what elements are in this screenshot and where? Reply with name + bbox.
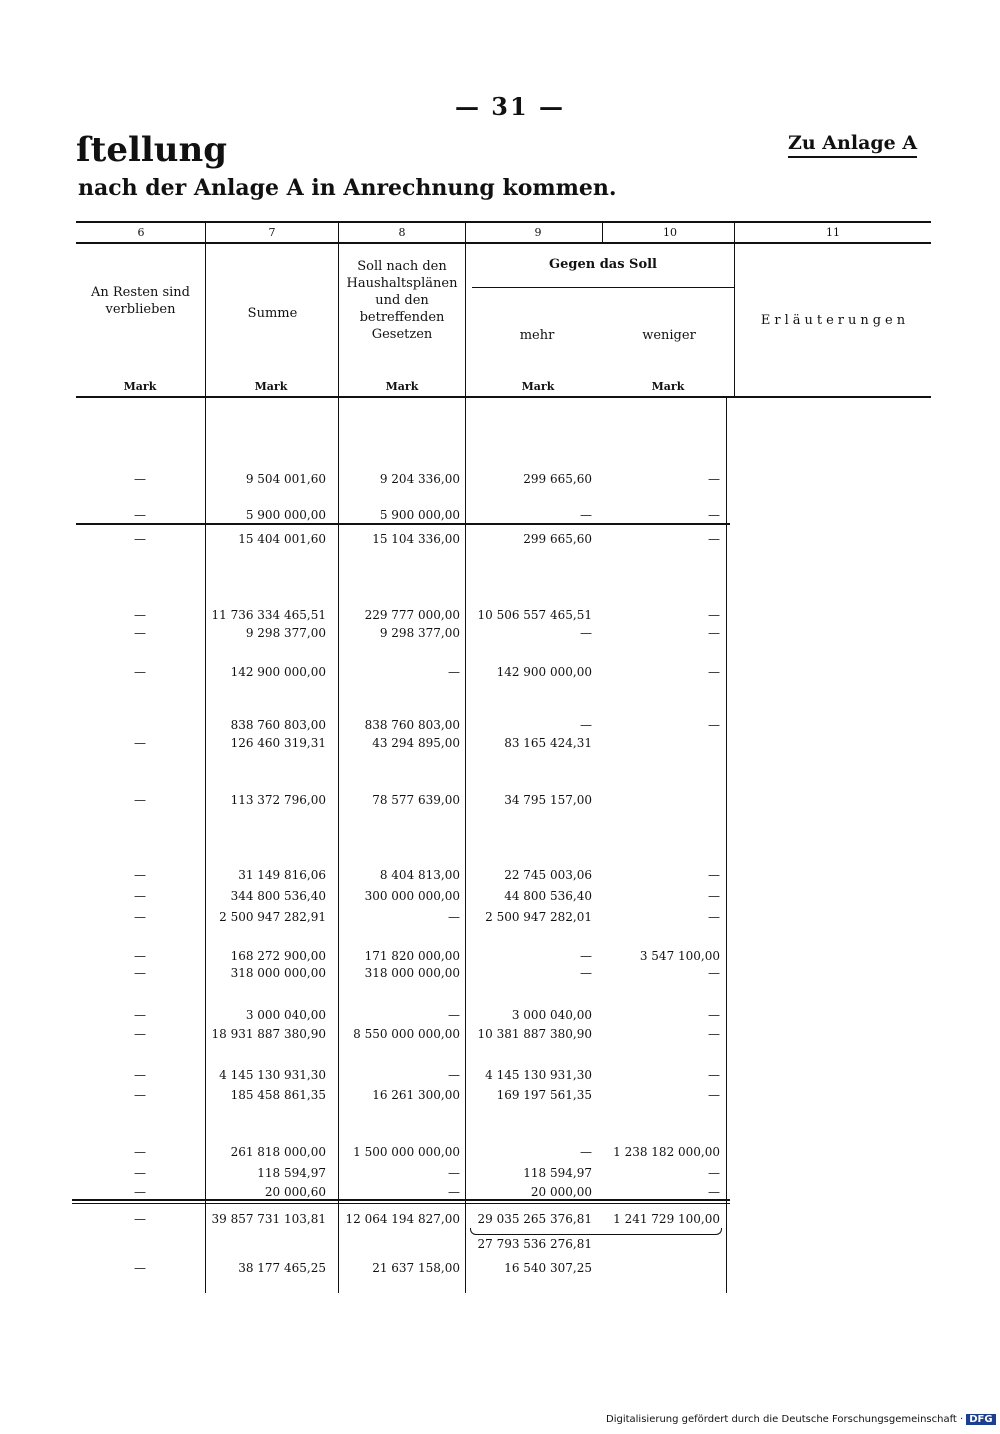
table-cell-c8: 21 637 158,00 <box>372 1261 460 1275</box>
table-cell-c10: — <box>708 910 720 924</box>
table-cell-c7: 318 000 000,00 <box>230 966 326 980</box>
table-cell-c8: — <box>448 1068 460 1082</box>
column-divider-10-11 <box>734 223 735 398</box>
table-cell-c8: 8 550 000 000,00 <box>353 1027 460 1041</box>
table-cell-c10: 3 547 100,00 <box>639 949 720 963</box>
table-cell-c8: 43 294 895,00 <box>372 736 460 750</box>
table-cell-c9: 299 665,60 <box>523 532 592 546</box>
column-number-11: 11 <box>826 226 840 239</box>
column-divider-9-10 <box>602 223 603 243</box>
table-cell-c9: — <box>580 966 592 980</box>
column-divider-8-9 <box>465 223 466 1293</box>
table-cell-c9: 3 000 040,00 <box>511 1008 592 1022</box>
table-cell-c7: 2 500 947 282,91 <box>219 910 326 924</box>
table-cell-c7: 113 372 796,00 <box>230 793 326 807</box>
table-cell-c7: 168 272 900,00 <box>230 949 326 963</box>
table-cell-c8: 1 500 000 000,00 <box>353 1145 460 1159</box>
table-cell-c6: — <box>134 1166 146 1180</box>
table-cell-c6: — <box>134 1212 146 1226</box>
table-cell-c10: — <box>708 966 720 980</box>
table-cell-c9: — <box>580 718 592 732</box>
table-cell-c6: — <box>134 1027 146 1041</box>
table-cell-c9: 118 594,97 <box>523 1166 592 1180</box>
table-cell-c7: 39 857 731 103,81 <box>211 1212 326 1226</box>
header-notes: Erläuterungen <box>760 313 910 328</box>
column-divider-6-7 <box>205 223 206 1293</box>
table-cell-c8: 12 064 194 827,00 <box>345 1212 460 1226</box>
table-cell-c7: 4 145 130 931,30 <box>219 1068 326 1082</box>
table-cell-c6: — <box>134 889 146 903</box>
table-cell-c9: 10 506 557 465,51 <box>477 608 592 622</box>
table-cell-c10: — <box>708 1027 720 1041</box>
header-target: Soll nach den Haushaltsplänen und den betreffenden Gesetzen <box>346 259 458 342</box>
table-cell-c6: — <box>134 532 146 546</box>
table-cell-c6: — <box>134 1088 146 1102</box>
table-cell-c8: 5 900 000,00 <box>379 508 460 522</box>
page-number: — 31 — <box>454 92 566 121</box>
table-cell-c7: 185 458 861,35 <box>230 1088 326 1102</box>
table-cell-c9: 34 795 157,00 <box>504 793 592 807</box>
table-cell-c8: 9 204 336,00 <box>379 472 460 486</box>
table-cell-c6: — <box>134 966 146 980</box>
funding-notice <box>606 1414 996 1425</box>
table-cell-c10: — <box>708 889 720 903</box>
table-cell-c8: 78 577 639,00 <box>372 793 460 807</box>
table-cell-c7: 20 000,60 <box>264 1185 326 1199</box>
table-cell-c8: — <box>448 910 460 924</box>
table-cell-c9: 20 000,00 <box>530 1185 592 1199</box>
table-cell-c8: 229 777 000,00 <box>364 608 460 622</box>
table-cell-c9: 44 800 536,40 <box>504 889 592 903</box>
table-cell-c6: — <box>134 626 146 640</box>
table-cell-c8: — <box>448 665 460 679</box>
table-cell-c7: 11 736 334 465,51 <box>211 608 326 622</box>
table-cell-c6: — <box>134 793 146 807</box>
total-rule-double <box>72 1203 730 1204</box>
table-cell-c8: 300 000 000,00 <box>364 889 460 903</box>
table-cell-c6: — <box>134 1261 146 1275</box>
table-cell-c10: — <box>708 508 720 522</box>
subtotal-rule <box>76 523 730 525</box>
table-cell-c9: — <box>580 949 592 963</box>
table-cell-c7: 142 900 000,00 <box>230 665 326 679</box>
table-cell-c8: 171 820 000,00 <box>364 949 460 963</box>
table-cell-c7: 18 931 887 380,90 <box>211 1027 326 1041</box>
funding-notice-text: Digitalisierung gefördert durch die Deutsche Forschungsgemeinschaft · <box>606 1414 964 1425</box>
header-remaining: An Resten sind verblieben <box>91 285 190 317</box>
table-cell-c9: 16 540 307,25 <box>504 1261 592 1275</box>
table-cell-c8: — <box>448 1166 460 1180</box>
table-cell-c6: — <box>134 608 146 622</box>
table-cell-c6: — <box>134 665 146 679</box>
header-less: weniger <box>642 328 696 343</box>
table-cell-c6: — <box>134 949 146 963</box>
unit-col7: Mark <box>254 380 288 393</box>
column-number-6: 6 <box>137 226 145 239</box>
table-cell-c9: — <box>580 626 592 640</box>
table-cell-c9: 10 381 887 380,90 <box>477 1027 592 1041</box>
table-cell-c9: 142 900 000,00 <box>496 665 592 679</box>
table-cell-c6: — <box>134 472 146 486</box>
unit-col10: Mark <box>651 380 685 393</box>
column-number-8: 8 <box>398 226 406 239</box>
table-cell-c10: — <box>708 532 720 546</box>
table-cell-c7: 31 149 816,06 <box>238 868 326 882</box>
table-cell-c9: — <box>580 1145 592 1159</box>
table-cell-c10: 1 238 182 000,00 <box>613 1145 720 1159</box>
table-cell-c7: 126 460 319,31 <box>230 736 326 750</box>
table-cell-c8: 16 261 300,00 <box>372 1088 460 1102</box>
table-cell-c10: — <box>708 1185 720 1199</box>
page-title-line1: ſtellung <box>76 130 228 170</box>
table-cell-c10: — <box>708 1008 720 1022</box>
table-cell-c10: — <box>708 665 720 679</box>
unit-col6: Mark <box>123 380 157 393</box>
table-cell-c7: 9 298 377,00 <box>245 626 326 640</box>
header-against-target: Gegen das Soll <box>548 257 657 272</box>
table-cell-c10: — <box>708 1166 720 1180</box>
table-cell-c7: 118 594,97 <box>257 1166 326 1180</box>
table-cell-c9: 169 197 561,35 <box>496 1088 592 1102</box>
total-brace <box>470 1228 722 1235</box>
table-cell-c8: 9 298 377,00 <box>379 626 460 640</box>
table-cell-c9: 83 165 424,31 <box>504 736 592 750</box>
table-cell-c6: — <box>134 508 146 522</box>
table-cell-c7: 9 504 001,60 <box>245 472 326 486</box>
table-cell-c8: — <box>448 1008 460 1022</box>
header-more: mehr <box>519 328 555 343</box>
table-cell-c8: 838 760 803,00 <box>364 718 460 732</box>
table-cell-c10: — <box>708 868 720 882</box>
table-cell-c8: 8 404 813,00 <box>379 868 460 882</box>
table-cell-c8: 15 104 336,00 <box>372 532 460 546</box>
column-divider-10-body <box>726 398 727 1293</box>
net-difference: 27 793 536 276,81 <box>477 1237 592 1251</box>
table-cell-c6: — <box>134 736 146 750</box>
table-cell-c10: — <box>708 1088 720 1102</box>
table-cell-c6: — <box>134 1068 146 1082</box>
group-header-rule <box>472 287 734 288</box>
unit-col8: Mark <box>385 380 419 393</box>
table-cell-c6: — <box>134 868 146 882</box>
table-cell-c6: — <box>134 1185 146 1199</box>
table-cell-c9: 29 035 265 376,81 <box>477 1212 592 1226</box>
table-cell-c8: 318 000 000,00 <box>364 966 460 980</box>
table-cell-c10: — <box>708 1068 720 1082</box>
column-divider-7-8 <box>338 223 339 1293</box>
total-rule <box>72 1199 730 1201</box>
column-number-7: 7 <box>268 226 276 239</box>
appendix-reference: Zu Anlage A <box>788 132 917 158</box>
table-cell-c7: 15 404 001,60 <box>238 532 326 546</box>
table-cell-c9: 299 665,60 <box>523 472 592 486</box>
column-number-9: 9 <box>534 226 542 239</box>
table-cell-c6: — <box>134 1145 146 1159</box>
table-cell-c10: — <box>708 472 720 486</box>
column-number-10: 10 <box>663 226 677 239</box>
page-title-line2: nach der Anlage A in Anrechnung kommen. <box>78 175 617 201</box>
dfg-logo: DFG <box>966 1414 995 1425</box>
header-sum: Summe <box>247 306 298 321</box>
table-cell-c8: — <box>448 1185 460 1199</box>
table-cell-c10: — <box>708 626 720 640</box>
table-cell-c7: 261 818 000,00 <box>230 1145 326 1159</box>
table-cell-c7: 3 000 040,00 <box>245 1008 326 1022</box>
table-cell-c6: — <box>134 1008 146 1022</box>
unit-col9: Mark <box>521 380 555 393</box>
table-cell-c6: — <box>134 910 146 924</box>
table-cell-c10: 1 241 729 100,00 <box>613 1212 720 1226</box>
table-cell-c10: — <box>708 718 720 732</box>
table-cell-c7: 5 900 000,00 <box>245 508 326 522</box>
table-cell-c9: 4 145 130 931,30 <box>485 1068 592 1082</box>
table-cell-c10: — <box>708 608 720 622</box>
table-cell-c7: 38 177 465,25 <box>238 1261 326 1275</box>
table-cell-c7: 344 800 536,40 <box>230 889 326 903</box>
table-cell-c9: 22 745 003,06 <box>504 868 592 882</box>
table-cell-c9: — <box>580 508 592 522</box>
table-cell-c9: 2 500 947 282,01 <box>485 910 592 924</box>
table-cell-c7: 838 760 803,00 <box>230 718 326 732</box>
